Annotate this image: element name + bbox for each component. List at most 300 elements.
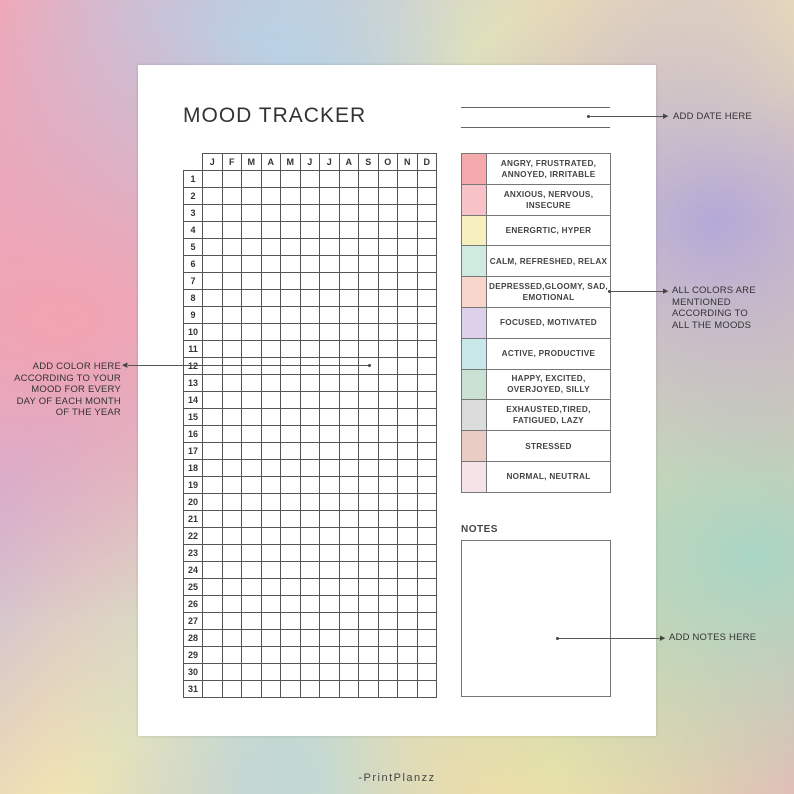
mood-cell[interactable] [203, 664, 223, 681]
mood-cell[interactable] [261, 528, 281, 545]
mood-cell[interactable] [359, 239, 379, 256]
mood-cell[interactable] [203, 222, 223, 239]
mood-cell[interactable] [281, 426, 301, 443]
mood-cell[interactable] [300, 579, 320, 596]
mood-cell[interactable] [222, 443, 242, 460]
mood-cell[interactable] [398, 545, 418, 562]
mood-cell[interactable] [281, 188, 301, 205]
mood-cell[interactable] [398, 392, 418, 409]
mood-cell[interactable] [359, 681, 379, 698]
mood-cell[interactable] [359, 324, 379, 341]
mood-cell[interactable] [359, 664, 379, 681]
mood-cell[interactable] [203, 528, 223, 545]
mood-cell[interactable] [242, 426, 262, 443]
mood-cell[interactable] [398, 307, 418, 324]
mood-cell[interactable] [281, 290, 301, 307]
mood-cell[interactable] [261, 392, 281, 409]
mood-cell[interactable] [222, 426, 242, 443]
mood-cell[interactable] [417, 375, 437, 392]
mood-cell[interactable] [281, 392, 301, 409]
mood-cell[interactable] [300, 511, 320, 528]
mood-cell[interactable] [417, 477, 437, 494]
mood-cell[interactable] [281, 477, 301, 494]
mood-cell[interactable] [261, 494, 281, 511]
mood-cell[interactable] [339, 409, 359, 426]
mood-cell[interactable] [417, 562, 437, 579]
mood-cell[interactable] [320, 375, 340, 392]
mood-cell[interactable] [398, 562, 418, 579]
mood-cell[interactable] [300, 545, 320, 562]
mood-cell[interactable] [339, 392, 359, 409]
mood-cell[interactable] [203, 409, 223, 426]
mood-cell[interactable] [417, 392, 437, 409]
mood-cell[interactable] [417, 290, 437, 307]
mood-cell[interactable] [203, 256, 223, 273]
mood-cell[interactable] [300, 290, 320, 307]
mood-cell[interactable] [300, 630, 320, 647]
mood-cell[interactable] [281, 630, 301, 647]
mood-cell[interactable] [378, 596, 398, 613]
mood-cell[interactable] [359, 562, 379, 579]
mood-cell[interactable] [398, 290, 418, 307]
mood-cell[interactable] [339, 443, 359, 460]
mood-cell[interactable] [300, 341, 320, 358]
mood-cell[interactable] [398, 579, 418, 596]
mood-cell[interactable] [300, 392, 320, 409]
mood-cell[interactable] [281, 562, 301, 579]
mood-cell[interactable] [320, 579, 340, 596]
mood-cell[interactable] [222, 528, 242, 545]
mood-cell[interactable] [242, 443, 262, 460]
mood-cell[interactable] [242, 205, 262, 222]
mood-cell[interactable] [281, 205, 301, 222]
mood-cell[interactable] [203, 562, 223, 579]
mood-cell[interactable] [339, 273, 359, 290]
mood-cell[interactable] [281, 409, 301, 426]
mood-cell[interactable] [339, 545, 359, 562]
mood-cell[interactable] [339, 681, 359, 698]
mood-cell[interactable] [398, 630, 418, 647]
mood-cell[interactable] [300, 205, 320, 222]
mood-cell[interactable] [281, 273, 301, 290]
mood-cell[interactable] [398, 681, 418, 698]
mood-cell[interactable] [417, 324, 437, 341]
mood-cell[interactable] [359, 375, 379, 392]
date-line-2[interactable] [461, 127, 610, 128]
mood-cell[interactable] [359, 392, 379, 409]
mood-cell[interactable] [398, 596, 418, 613]
mood-cell[interactable] [359, 443, 379, 460]
mood-cell[interactable] [261, 579, 281, 596]
mood-cell[interactable] [281, 171, 301, 188]
mood-cell[interactable] [320, 460, 340, 477]
mood-cell[interactable] [339, 579, 359, 596]
mood-cell[interactable] [339, 647, 359, 664]
mood-cell[interactable] [242, 171, 262, 188]
mood-cell[interactable] [222, 511, 242, 528]
mood-cell[interactable] [222, 409, 242, 426]
mood-cell[interactable] [222, 545, 242, 562]
mood-cell[interactable] [300, 375, 320, 392]
mood-cell[interactable] [281, 545, 301, 562]
mood-cell[interactable] [300, 562, 320, 579]
mood-cell[interactable] [359, 528, 379, 545]
mood-cell[interactable] [378, 341, 398, 358]
mood-cell[interactable] [300, 443, 320, 460]
mood-cell[interactable] [300, 613, 320, 630]
mood-cell[interactable] [300, 494, 320, 511]
mood-cell[interactable] [242, 664, 262, 681]
mood-cell[interactable] [300, 477, 320, 494]
mood-cell[interactable] [378, 494, 398, 511]
mood-cell[interactable] [359, 494, 379, 511]
mood-cell[interactable] [242, 222, 262, 239]
mood-cell[interactable] [398, 664, 418, 681]
mood-cell[interactable] [261, 426, 281, 443]
mood-cell[interactable] [339, 324, 359, 341]
mood-cell[interactable] [398, 239, 418, 256]
mood-cell[interactable] [398, 375, 418, 392]
mood-cell[interactable] [281, 307, 301, 324]
mood-cell[interactable] [398, 443, 418, 460]
mood-cell[interactable] [203, 273, 223, 290]
mood-cell[interactable] [339, 171, 359, 188]
mood-cell[interactable] [203, 596, 223, 613]
mood-cell[interactable] [339, 307, 359, 324]
mood-cell[interactable] [242, 409, 262, 426]
mood-cell[interactable] [281, 494, 301, 511]
mood-cell[interactable] [203, 443, 223, 460]
mood-cell[interactable] [378, 511, 398, 528]
mood-cell[interactable] [261, 630, 281, 647]
mood-cell[interactable] [320, 239, 340, 256]
mood-cell[interactable] [242, 477, 262, 494]
mood-cell[interactable] [300, 239, 320, 256]
mood-cell[interactable] [378, 664, 398, 681]
mood-cell[interactable] [417, 528, 437, 545]
mood-cell[interactable] [398, 171, 418, 188]
mood-cell[interactable] [417, 613, 437, 630]
mood-cell[interactable] [261, 545, 281, 562]
mood-cell[interactable] [359, 222, 379, 239]
mood-cell[interactable] [281, 579, 301, 596]
mood-cell[interactable] [300, 222, 320, 239]
mood-cell[interactable] [261, 477, 281, 494]
mood-cell[interactable] [359, 613, 379, 630]
mood-cell[interactable] [300, 596, 320, 613]
mood-cell[interactable] [339, 375, 359, 392]
mood-cell[interactable] [378, 307, 398, 324]
mood-cell[interactable] [222, 239, 242, 256]
mood-cell[interactable] [339, 562, 359, 579]
mood-cell[interactable] [261, 324, 281, 341]
mood-cell[interactable] [203, 324, 223, 341]
mood-cell[interactable] [417, 171, 437, 188]
mood-cell[interactable] [320, 188, 340, 205]
mood-cell[interactable] [300, 358, 320, 375]
mood-cell[interactable] [320, 664, 340, 681]
mood-cell[interactable] [300, 409, 320, 426]
mood-cell[interactable] [222, 188, 242, 205]
mood-cell[interactable] [339, 596, 359, 613]
mood-cell[interactable] [339, 511, 359, 528]
mood-cell[interactable] [417, 188, 437, 205]
mood-cell[interactable] [320, 324, 340, 341]
mood-cell[interactable] [300, 681, 320, 698]
mood-cell[interactable] [281, 681, 301, 698]
mood-cell[interactable] [378, 256, 398, 273]
mood-cell[interactable] [378, 392, 398, 409]
mood-cell[interactable] [300, 324, 320, 341]
mood-cell[interactable] [242, 256, 262, 273]
mood-cell[interactable] [339, 494, 359, 511]
mood-cell[interactable] [378, 681, 398, 698]
mood-cell[interactable] [203, 188, 223, 205]
mood-cell[interactable] [378, 409, 398, 426]
mood-cell[interactable] [242, 460, 262, 477]
mood-cell[interactable] [222, 613, 242, 630]
mood-cell[interactable] [359, 511, 379, 528]
mood-cell[interactable] [417, 409, 437, 426]
mood-cell[interactable] [359, 545, 379, 562]
mood-cell[interactable] [281, 613, 301, 630]
mood-cell[interactable] [320, 562, 340, 579]
mood-cell[interactable] [261, 409, 281, 426]
mood-cell[interactable] [320, 409, 340, 426]
mood-cell[interactable] [281, 222, 301, 239]
mood-cell[interactable] [320, 647, 340, 664]
mood-cell[interactable] [378, 613, 398, 630]
mood-cell[interactable] [417, 307, 437, 324]
mood-cell[interactable] [222, 681, 242, 698]
mood-cell[interactable] [242, 392, 262, 409]
mood-cell[interactable] [261, 613, 281, 630]
mood-cell[interactable] [398, 477, 418, 494]
mood-cell[interactable] [242, 528, 262, 545]
mood-cell[interactable] [222, 205, 242, 222]
mood-cell[interactable] [320, 256, 340, 273]
mood-cell[interactable] [242, 579, 262, 596]
mood-cell[interactable] [203, 392, 223, 409]
mood-cell[interactable] [320, 443, 340, 460]
mood-cell[interactable] [203, 426, 223, 443]
mood-cell[interactable] [261, 205, 281, 222]
mood-cell[interactable] [281, 647, 301, 664]
mood-cell[interactable] [242, 341, 262, 358]
mood-cell[interactable] [378, 375, 398, 392]
mood-cell[interactable] [398, 460, 418, 477]
mood-cell[interactable] [242, 273, 262, 290]
mood-cell[interactable] [398, 341, 418, 358]
mood-cell[interactable] [320, 290, 340, 307]
mood-cell[interactable] [261, 460, 281, 477]
mood-cell[interactable] [203, 307, 223, 324]
notes-box[interactable] [461, 540, 611, 697]
mood-cell[interactable] [222, 358, 242, 375]
mood-cell[interactable] [378, 528, 398, 545]
mood-cell[interactable] [203, 358, 223, 375]
mood-cell[interactable] [320, 494, 340, 511]
mood-cell[interactable] [203, 460, 223, 477]
mood-cell[interactable] [222, 290, 242, 307]
mood-cell[interactable] [203, 477, 223, 494]
mood-cell[interactable] [222, 375, 242, 392]
mood-cell[interactable] [222, 392, 242, 409]
mood-cell[interactable] [398, 222, 418, 239]
mood-cell[interactable] [339, 205, 359, 222]
mood-cell[interactable] [417, 273, 437, 290]
mood-cell[interactable] [339, 188, 359, 205]
mood-cell[interactable] [320, 205, 340, 222]
mood-cell[interactable] [339, 630, 359, 647]
mood-cell[interactable] [203, 341, 223, 358]
mood-cell[interactable] [281, 511, 301, 528]
mood-cell[interactable] [261, 562, 281, 579]
mood-cell[interactable] [378, 358, 398, 375]
mood-cell[interactable] [242, 358, 262, 375]
mood-cell[interactable] [417, 358, 437, 375]
mood-cell[interactable] [339, 239, 359, 256]
mood-cell[interactable] [359, 307, 379, 324]
mood-cell[interactable] [320, 171, 340, 188]
mood-cell[interactable] [359, 188, 379, 205]
mood-cell[interactable] [300, 647, 320, 664]
mood-cell[interactable] [203, 171, 223, 188]
mood-cell[interactable] [339, 290, 359, 307]
mood-cell[interactable] [261, 375, 281, 392]
mood-cell[interactable] [203, 630, 223, 647]
mood-cell[interactable] [222, 596, 242, 613]
mood-cell[interactable] [359, 647, 379, 664]
mood-cell[interactable] [359, 205, 379, 222]
mood-cell[interactable] [320, 545, 340, 562]
mood-cell[interactable] [242, 494, 262, 511]
mood-cell[interactable] [398, 494, 418, 511]
mood-cell[interactable] [261, 664, 281, 681]
mood-cell[interactable] [320, 392, 340, 409]
mood-cell[interactable] [378, 205, 398, 222]
mood-cell[interactable] [417, 222, 437, 239]
mood-cell[interactable] [359, 579, 379, 596]
mood-cell[interactable] [261, 222, 281, 239]
mood-cell[interactable] [417, 647, 437, 664]
mood-cell[interactable] [398, 511, 418, 528]
mood-cell[interactable] [320, 681, 340, 698]
mood-cell[interactable] [261, 596, 281, 613]
mood-cell[interactable] [339, 341, 359, 358]
mood-cell[interactable] [378, 426, 398, 443]
mood-cell[interactable] [242, 681, 262, 698]
mood-cell[interactable] [242, 324, 262, 341]
mood-cell[interactable] [222, 664, 242, 681]
mood-cell[interactable] [398, 426, 418, 443]
mood-cell[interactable] [398, 256, 418, 273]
mood-cell[interactable] [222, 477, 242, 494]
mood-cell[interactable] [339, 426, 359, 443]
mood-cell[interactable] [203, 511, 223, 528]
mood-cell[interactable] [417, 239, 437, 256]
mood-cell[interactable] [261, 443, 281, 460]
date-line-1[interactable] [461, 107, 610, 108]
mood-cell[interactable] [203, 239, 223, 256]
mood-cell[interactable] [339, 256, 359, 273]
mood-cell[interactable] [261, 358, 281, 375]
mood-cell[interactable] [320, 613, 340, 630]
mood-cell[interactable] [300, 460, 320, 477]
mood-cell[interactable] [339, 664, 359, 681]
mood-cell[interactable] [339, 528, 359, 545]
mood-cell[interactable] [300, 528, 320, 545]
mood-cell[interactable] [398, 273, 418, 290]
mood-cell[interactable] [320, 358, 340, 375]
mood-cell[interactable] [359, 341, 379, 358]
mood-cell[interactable] [242, 647, 262, 664]
mood-cell[interactable] [242, 188, 262, 205]
mood-cell[interactable] [222, 579, 242, 596]
mood-cell[interactable] [339, 222, 359, 239]
mood-cell[interactable] [300, 171, 320, 188]
mood-cell[interactable] [417, 664, 437, 681]
mood-cell[interactable] [417, 443, 437, 460]
mood-cell[interactable] [242, 511, 262, 528]
mood-cell[interactable] [320, 477, 340, 494]
mood-cell[interactable] [242, 375, 262, 392]
mood-cell[interactable] [320, 630, 340, 647]
mood-cell[interactable] [300, 664, 320, 681]
mood-cell[interactable] [222, 171, 242, 188]
mood-cell[interactable] [320, 222, 340, 239]
mood-cell[interactable] [261, 188, 281, 205]
mood-cell[interactable] [222, 273, 242, 290]
mood-cell[interactable] [242, 630, 262, 647]
mood-cell[interactable] [242, 290, 262, 307]
mood-cell[interactable] [378, 324, 398, 341]
mood-cell[interactable] [378, 188, 398, 205]
mood-cell[interactable] [417, 579, 437, 596]
mood-cell[interactable] [222, 630, 242, 647]
mood-cell[interactable] [242, 562, 262, 579]
mood-cell[interactable] [359, 426, 379, 443]
mood-cell[interactable] [242, 545, 262, 562]
mood-cell[interactable] [261, 239, 281, 256]
mood-cell[interactable] [378, 477, 398, 494]
mood-cell[interactable] [242, 239, 262, 256]
mood-cell[interactable] [339, 613, 359, 630]
mood-cell[interactable] [203, 681, 223, 698]
mood-cell[interactable] [203, 545, 223, 562]
mood-cell[interactable] [359, 460, 379, 477]
mood-cell[interactable] [261, 171, 281, 188]
mood-cell[interactable] [398, 188, 418, 205]
mood-cell[interactable] [398, 358, 418, 375]
mood-cell[interactable] [378, 460, 398, 477]
mood-cell[interactable] [281, 528, 301, 545]
mood-cell[interactable] [281, 375, 301, 392]
mood-cell[interactable] [320, 528, 340, 545]
mood-cell[interactable] [261, 681, 281, 698]
mood-cell[interactable] [281, 596, 301, 613]
mood-cell[interactable] [203, 290, 223, 307]
mood-cell[interactable] [417, 681, 437, 698]
mood-cell[interactable] [320, 511, 340, 528]
mood-cell[interactable] [261, 273, 281, 290]
mood-cell[interactable] [261, 290, 281, 307]
mood-cell[interactable] [222, 256, 242, 273]
mood-cell[interactable] [242, 307, 262, 324]
mood-cell[interactable] [359, 409, 379, 426]
mood-cell[interactable] [281, 358, 301, 375]
mood-cell[interactable] [261, 341, 281, 358]
